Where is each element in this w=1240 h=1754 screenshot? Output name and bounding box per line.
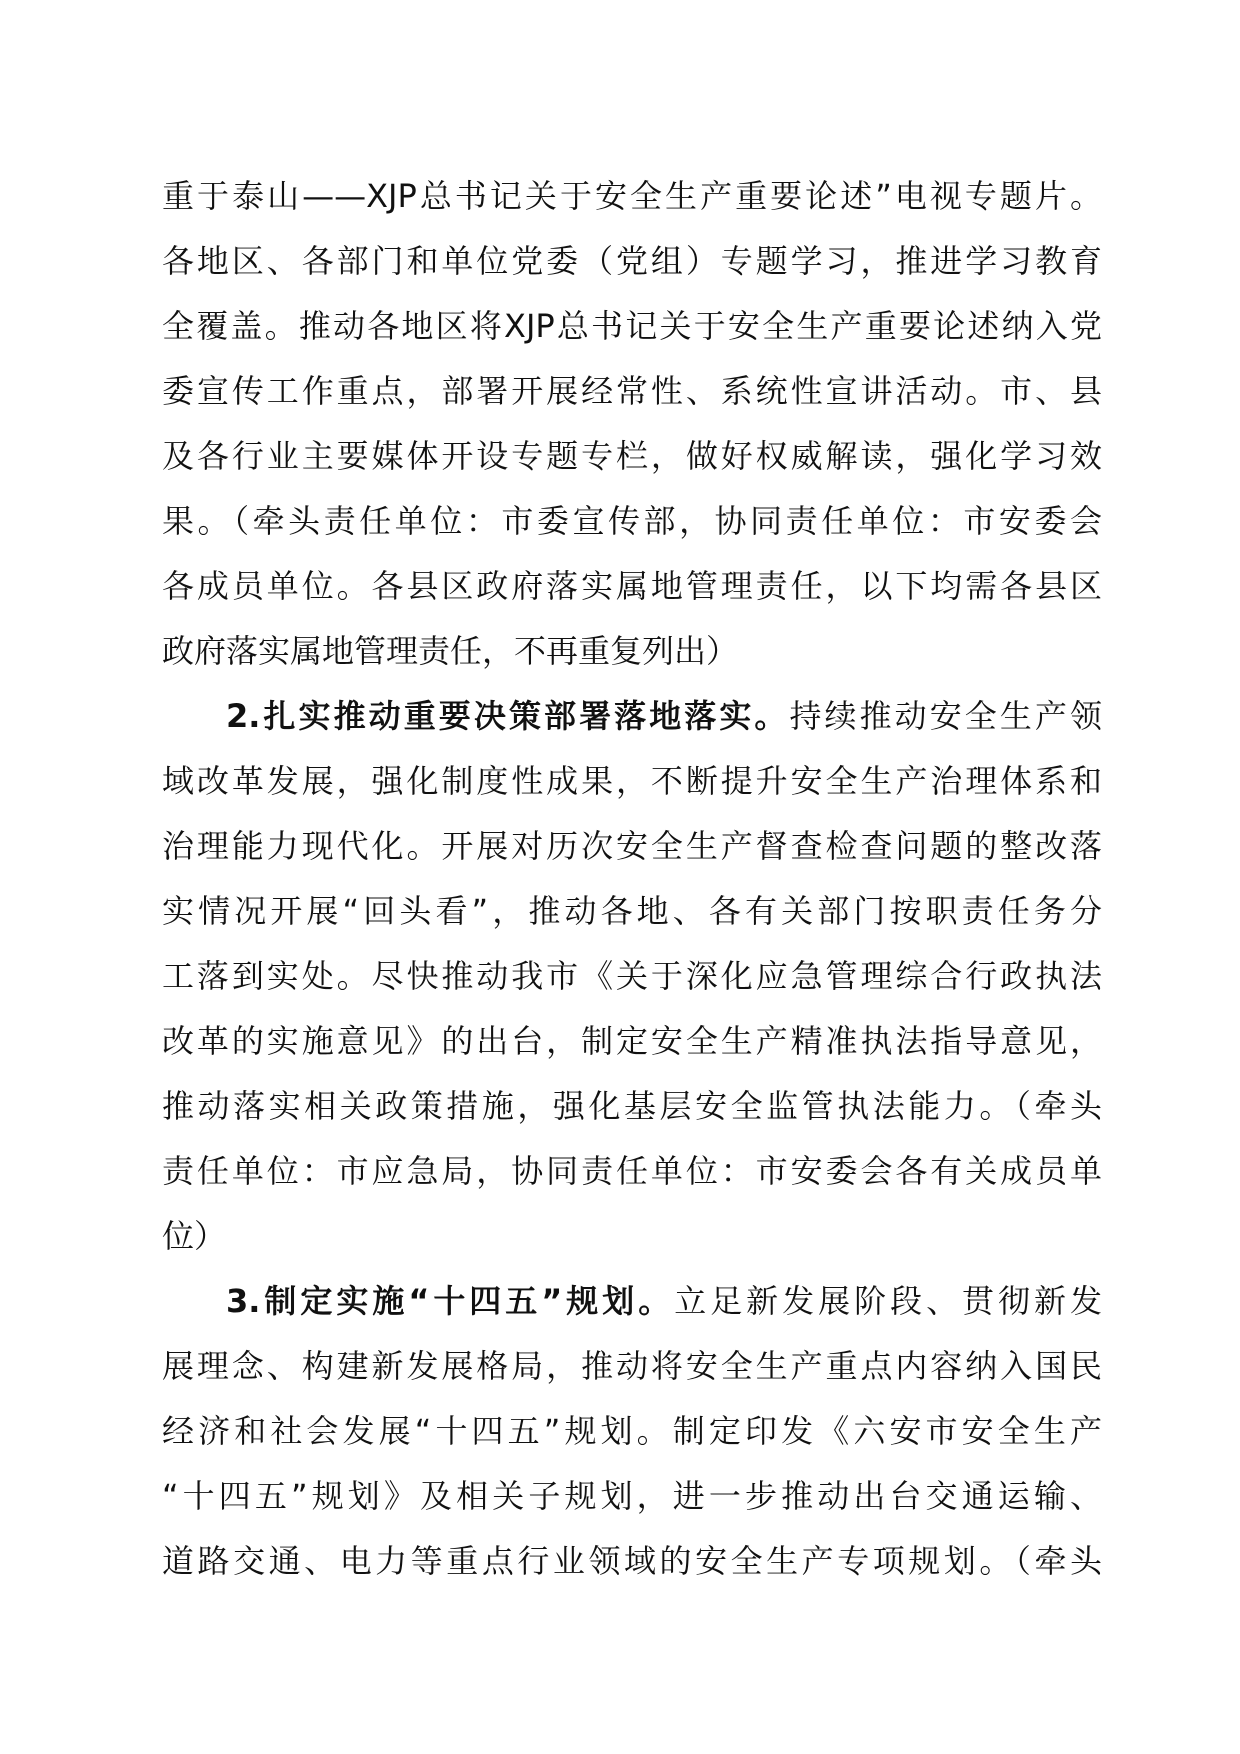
document-body	[162, 164, 1102, 1594]
section-2-heading: 2.扎实推动重要决策部署落地落实。	[226, 697, 790, 735]
paragraph-line: 实情况开展“回头看”，推动各地、各有关部门按职责任务分	[162, 892, 1102, 930]
section-3-first-line	[162, 1269, 1102, 1334]
paragraph-line: 改革的实施意见》的出台，制定安全生产精准执法指导意见，	[162, 1022, 1102, 1060]
paragraph-line: 工落到实处。尽快推动我市《关于深化应急管理综合行政执法	[162, 957, 1102, 995]
paragraph-line: 责任单位：市应急局，协同责任单位：市安委会各有关成员单	[162, 1152, 1102, 1190]
paragraph-line: 政府落实属地管理责任，不再重复列出）	[162, 632, 739, 670]
section-2-lead-text: 持续推动安全生产领	[789, 697, 1102, 735]
paragraph-line: 重于泰山——XJP总书记关于安全生产重要论述”电视专题片。	[162, 177, 1102, 215]
paragraph-line: 及各行业主要媒体开设专题专栏，做好权威解读，强化学习效	[162, 437, 1102, 475]
paragraph-line: 全覆盖。推动各地区将XJP总书记关于安全生产重要论述纳入党	[162, 307, 1102, 345]
paragraph-line: 位）	[162, 1217, 227, 1255]
section-3-lead-text: 立足新发展阶段、贯彻新发	[674, 1282, 1102, 1320]
paragraph-line: 推动落实相关政策措施，强化基层安全监管执法能力。（牵头	[162, 1087, 1102, 1125]
paragraph-line: 各地区、各部门和单位党委（党组）专题学习，推进学习教育	[162, 242, 1102, 280]
paragraph-line: 展理念、构建新发展格局，推动将安全生产重点内容纳入国民	[162, 1347, 1102, 1385]
paragraph-line: 果。（牵头责任单位：市委宣传部，协同责任单位：市安委会	[162, 502, 1102, 540]
paragraph-line: 经济和社会发展“十四五”规划。制定印发《六安市安全生产	[162, 1412, 1102, 1450]
paragraph-line: 域改革发展，强化制度性成果，不断提升安全生产治理体系和	[162, 762, 1102, 800]
paragraph-line: “十四五”规划》及相关子规划，进一步推动出台交通运输、	[162, 1477, 1102, 1515]
section-2-first-line	[162, 684, 1102, 749]
paragraph-line: 委宣传工作重点，部署开展经常性、系统性宣讲活动。市、县	[162, 372, 1102, 410]
paragraph-line: 道路交通、电力等重点行业领域的安全生产专项规划。（牵头	[162, 1542, 1102, 1580]
paragraph-line: 治理能力现代化。开展对历次安全生产督查检查问题的整改落	[162, 827, 1102, 865]
paragraph-line: 各成员单位。各县区政府落实属地管理责任，以下均需各县区	[162, 567, 1102, 605]
section-3-heading: 3.制定实施“十四五”规划。	[226, 1282, 675, 1320]
